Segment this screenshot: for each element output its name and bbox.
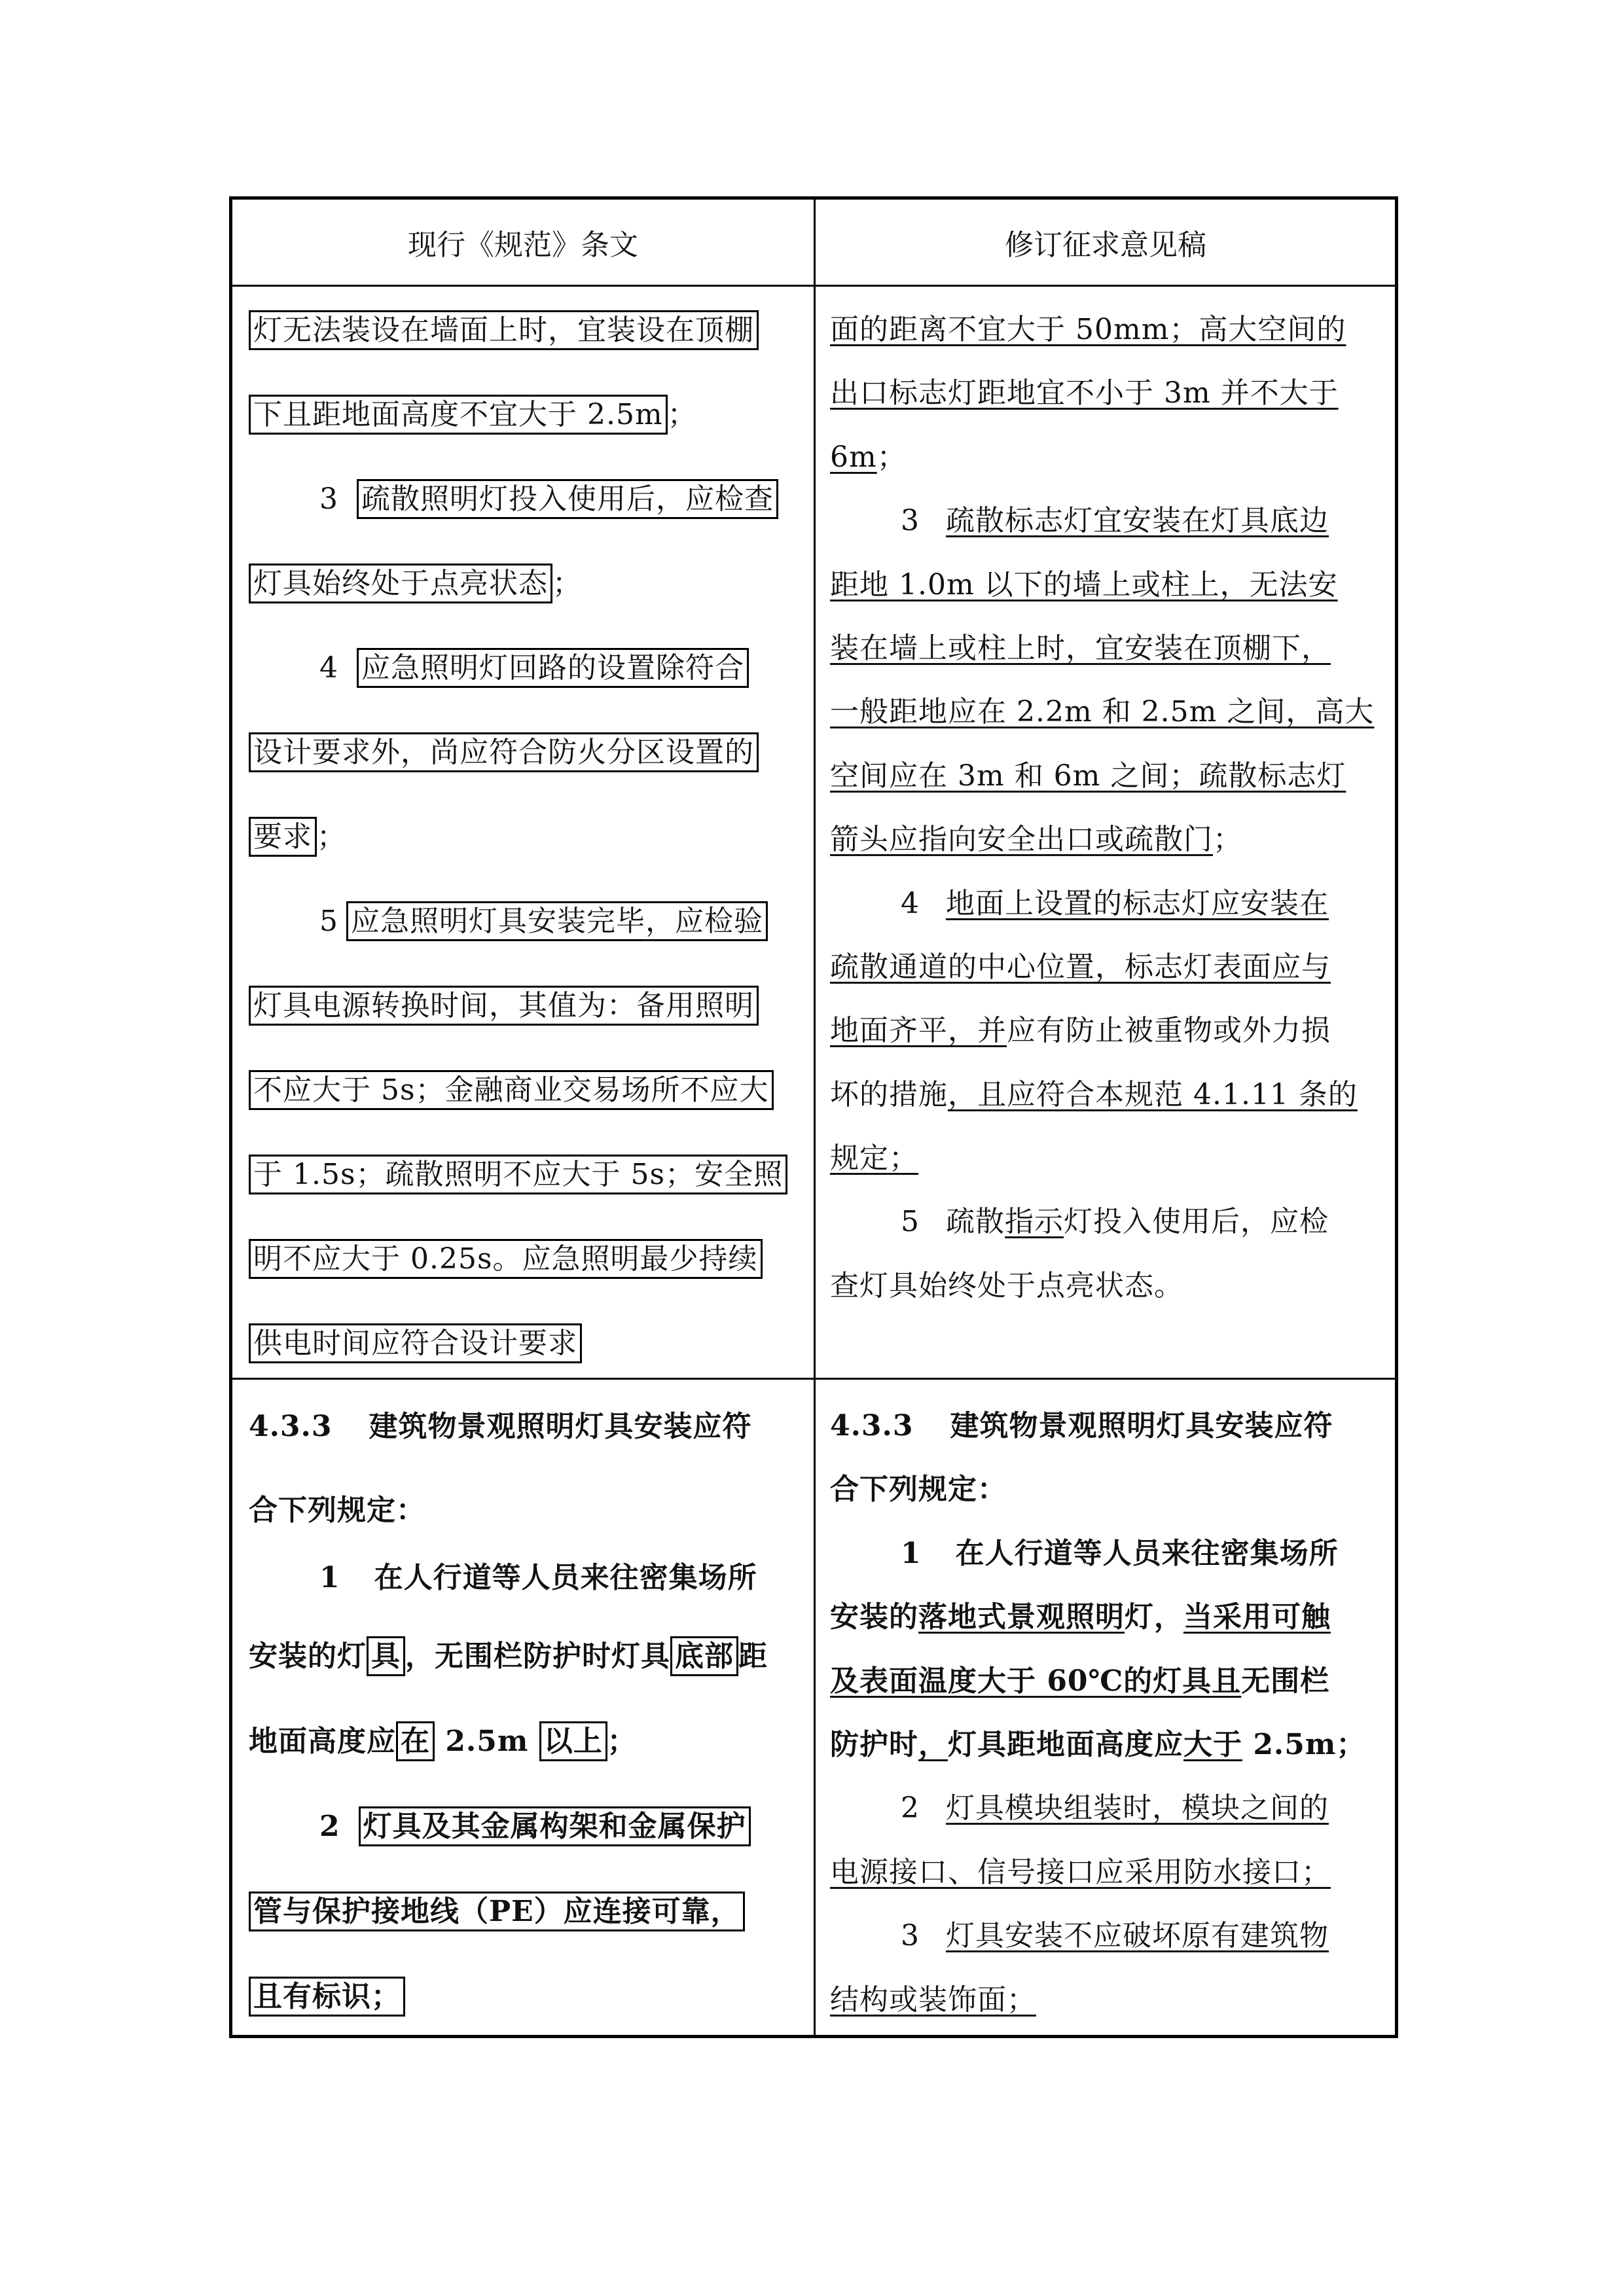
text-line: 地面高度应 在 2.5m 以上 ；	[249, 1699, 802, 1784]
text-line: 规定；	[830, 1141, 918, 1175]
text-line: 合下列规定：	[249, 1494, 425, 1527]
text-line: 结构或装饰面；	[830, 1982, 1036, 2017]
text-line: 箭头应指向安全出口或疏散门；	[830, 823, 1242, 857]
text-line: 安装的灯 具 ，无围栏防护时灯具 底部 距	[249, 1614, 802, 1699]
clause-1: 1 在人行道等人员来往密集场所	[901, 1536, 1339, 1570]
text-line: 防护时，灯具距地面高度应大于 2.5m；	[830, 1727, 1366, 1761]
text-line: 电源接口、信号接口应采用防水接口；	[830, 1855, 1331, 1889]
clause-1: 1 在人行道等人员来往密集场所	[319, 1561, 757, 1594]
text-line: 灯具始终处于点亮状态 ；	[249, 551, 802, 636]
text-line: 管与保护接地线（PE）应连接可靠，	[249, 1869, 802, 1954]
text-line: 供电时间应符合设计要求	[249, 1311, 802, 1395]
clause-2: 2 灯具及其金属构架和金属保护	[249, 1784, 802, 1869]
text-line: 距地 1.0m 以下的墙上或柱上，无法安	[830, 567, 1338, 601]
text-line: 合下列规定：	[830, 1473, 1007, 1507]
text-line: 坏的措施，且应符合本规范 4.1.11 条的	[830, 1077, 1358, 1111]
clause-2: 2 灯具模块组装时，模块之间的	[901, 1791, 1329, 1825]
clause-5: 5 应急照明灯具安装完毕，应检验	[249, 889, 802, 973]
text-line: 面的距离不宜大于 50mm；高大空间的	[830, 313, 1346, 346]
clause-3: 3 疏散标志灯宜安装在灯具底边	[901, 504, 1329, 538]
text-line: 空间应在 3m 和 6m 之间；疏散标志灯	[830, 759, 1346, 793]
text-line: 明不应大于 0.25s。应急照明最少持续	[249, 1227, 802, 1311]
header-divider	[232, 285, 1395, 287]
text-line: 灯无法装设在墙面上时，宜装设在顶棚	[249, 298, 802, 382]
header-revision-draft: 修订征求意见稿	[1005, 228, 1206, 262]
text-line: 一般距地应在 2.2m 和 2.5m 之间，高大	[830, 695, 1375, 729]
row2-revision-text	[830, 1394, 1386, 2032]
text-line: 安装的落地式景观照明灯，当采用可触	[830, 1600, 1331, 1634]
text-line: 设计要求外，尚应符合防火分区设置的	[249, 720, 802, 804]
text-line: 装在墙上或柱上时，宜安装在顶棚下，	[830, 631, 1331, 665]
section-heading: 4.3.3 建筑物景观照明灯具安装应符	[249, 1410, 752, 1443]
row1-current-text	[249, 298, 802, 1395]
text-line: 要求 ；	[249, 804, 802, 889]
header-current-code: 现行《规范》条文	[408, 228, 638, 262]
row2-current-text	[249, 1394, 802, 2039]
clause-4: 4 应急照明灯回路的设置除符合	[249, 636, 802, 720]
clause-4: 4 地面上设置的标志灯应安装在	[901, 886, 1329, 920]
text-line: 6m；	[830, 440, 907, 474]
row1-revision-text	[830, 298, 1386, 1318]
section-heading: 4.3.3 建筑物景观照明灯具安装应符	[830, 1409, 1333, 1443]
clause-3: 3 疏散照明灯投入使用后，应检查	[249, 467, 802, 551]
text-line: 于 1.5s；疏散照明不应大于 5s；安全照	[249, 1142, 802, 1227]
text-line: 不应大于 5s；金融商业交易场所不应大	[249, 1058, 802, 1142]
clause-5: 5 疏散指示灯投入使用后，应检	[901, 1205, 1329, 1239]
text-line: 地面齐平，并应有防止被重物或外力损	[830, 1014, 1331, 1048]
text-line: 疏散通道的中心位置，标志灯表面应与	[830, 950, 1331, 984]
text-line: 下且距地面高度不宜大于 2.5m ；	[249, 382, 802, 467]
text-line: 灯具电源转换时间，其值为：备用照明	[249, 973, 802, 1058]
text-line: 查灯具始终处于点亮状态。	[830, 1268, 1183, 1302]
column-divider	[814, 200, 816, 2035]
text-line: 且有标识；	[249, 1954, 802, 2039]
clause-3: 3 灯具安装不应破坏原有建筑物	[901, 1919, 1329, 1953]
comparison-table	[229, 196, 1398, 2038]
text-line: 出口标志灯距地宜不小于 3m 并不大于	[830, 376, 1339, 410]
text-line: 及表面温度大于 60℃的灯具且无围栏	[830, 1664, 1330, 1698]
